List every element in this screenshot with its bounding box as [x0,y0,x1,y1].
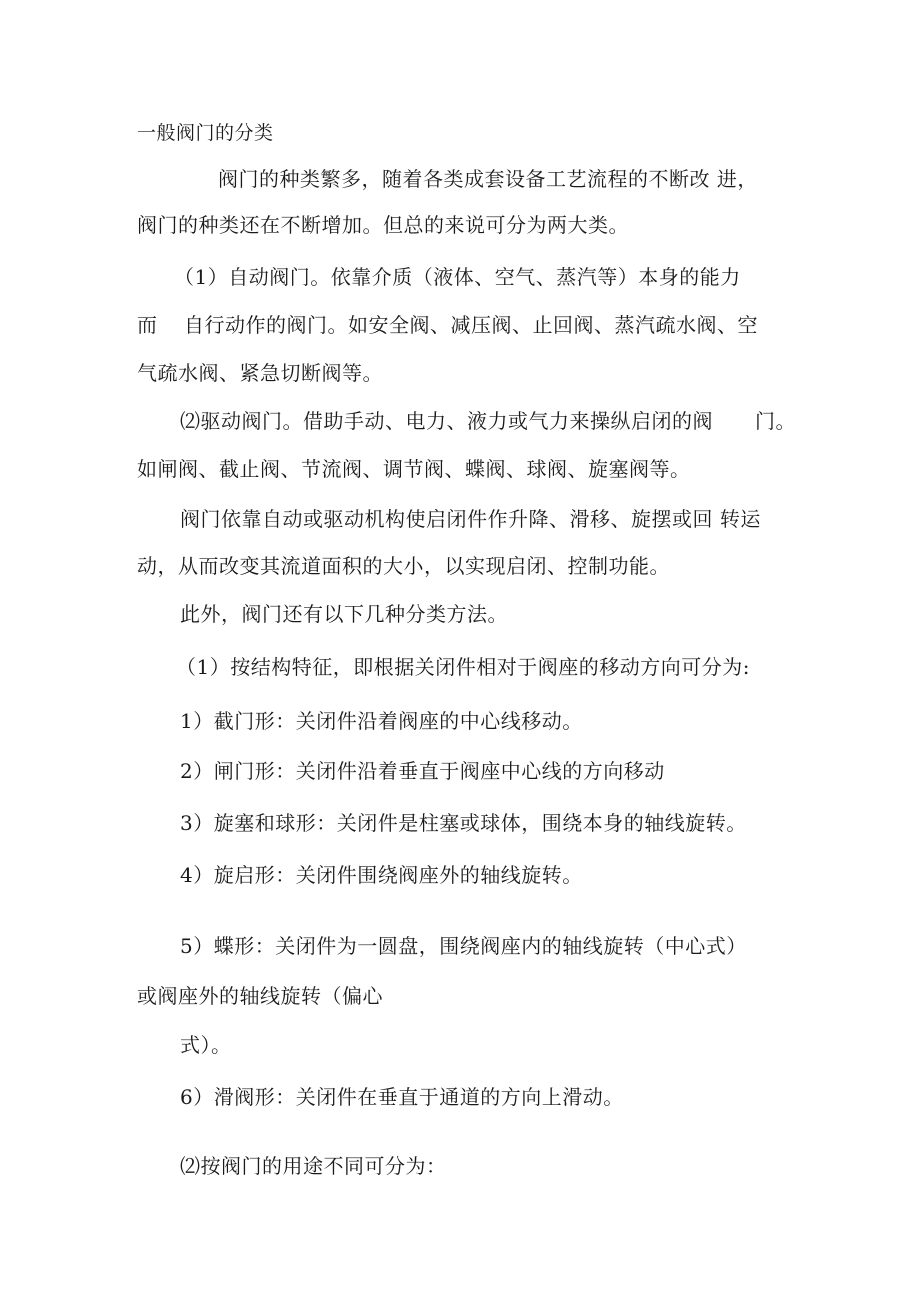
list-item: 3）旋塞和球形：关闭件是柱塞或球体，围绕本身的轴线旋转。 [180,811,747,835]
paragraph-line: 而 [137,313,158,337]
list-item: 6）滑阀形：关闭件在垂直于通道的方向上滑动。 [180,1085,624,1109]
list-item: 式）。 [180,1033,232,1057]
paragraph-line: 自行动作的阀门。如安全阀、减压阀、止回阀、蒸汽疏水阀、空 [184,313,758,337]
paragraph-line: 门。 [755,409,796,433]
paragraph-line: （1）自动阀门。依靠介质（液体、空气、蒸汽等）本身的能力 [174,265,741,289]
paragraph-line: 动，从而改变其流道面积的大小，以实现启闭、控制功能。 [137,554,670,578]
page-title: 一般阀门的分类 [137,122,274,144]
list-item: 2）闸门形：关闭件沿着垂直于阀座中心线的方向移动 [180,759,665,783]
list-item: 1）截门形：关闭件沿着阀座的中心线移动。 [180,709,583,733]
section-heading: ⑵按阀门的用途不同可分为： [180,1154,447,1178]
paragraph-line: 阀门依靠自动或驱动机构使启闭件作升降、滑移、旋摆或回 转运 [180,507,761,531]
section-heading: （1）按结构特征，即根据关闭件相对于阀座的移动方向可分为: [176,655,750,679]
paragraph-line: 此外，阀门还有以下几种分类方法。 [180,602,508,626]
paragraph-line: 阀门的种类还在不断增加。但总的来说可分为两大类。 [137,213,629,237]
paragraph-line: 如闸阀、截止阀、节流阀、调节阀、蝶阀、球阀、旋塞阀等。 [137,457,691,481]
list-item: 或阀座外的轴线旋转（偏心 [137,984,383,1008]
paragraph-line: 气疏水阀、紧急切断阀等。 [137,361,383,385]
list-item: 5）蝶形：关闭件为一圆盘，围绕阀座内的轴线旋转（中心式） [180,934,747,958]
list-item: 4）旋启形：关闭件围绕阀座外的轴线旋转。 [180,863,583,887]
paragraph-line: 阀门的种类繁多，随着各类成套设备工艺流程的不断改 进， [218,167,758,191]
paragraph-line: ⑵驱动阀门。借助手动、电力、液力或气力来操纵启闭的阀 [180,409,713,433]
